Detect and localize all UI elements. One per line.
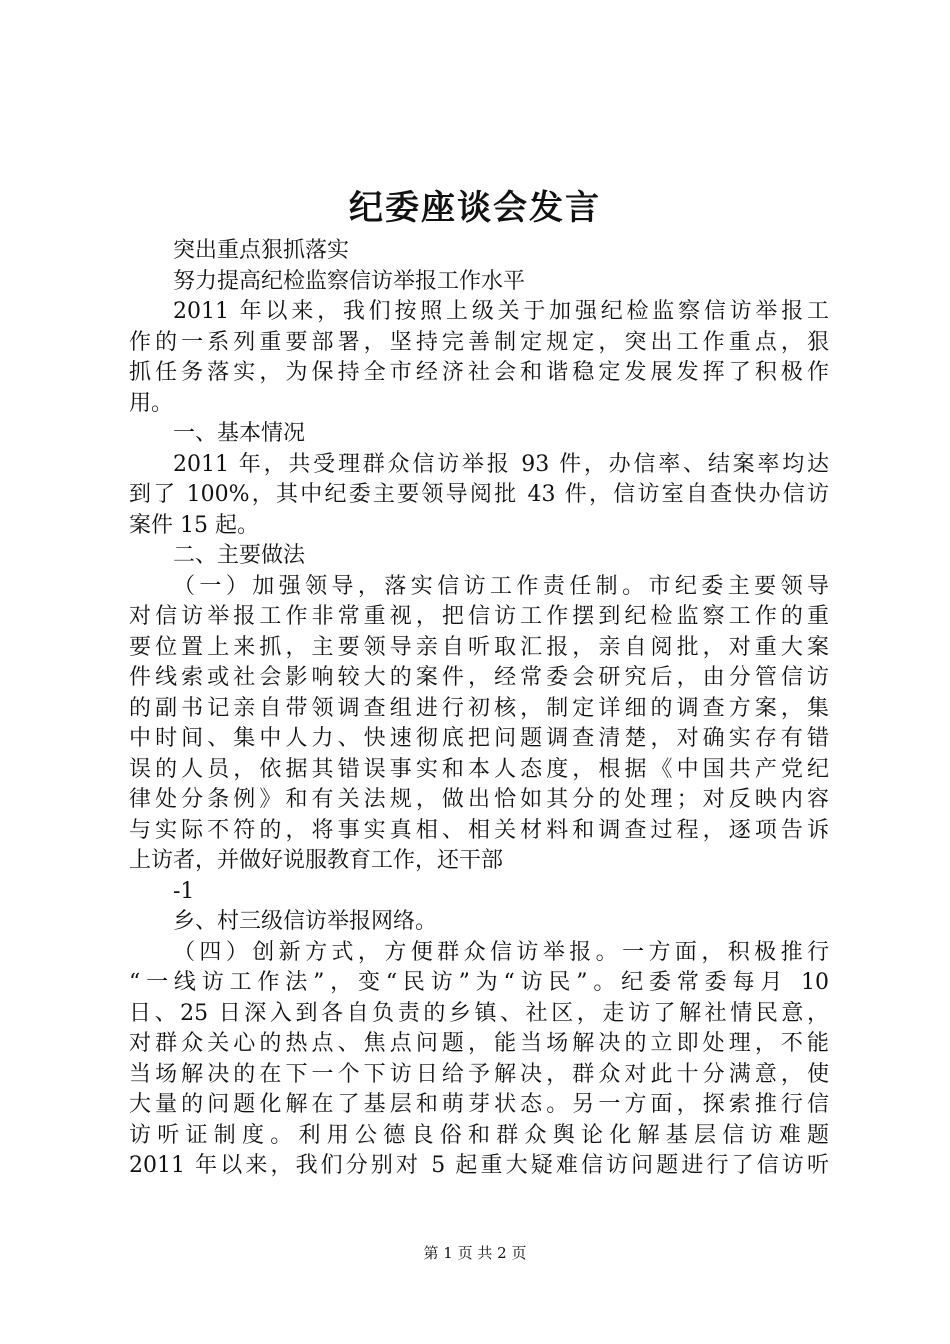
- paragraph-line: 要位置上来抓，主要领导亲自听取汇报，亲自阅批，对重大案: [129, 634, 829, 660]
- paragraph-line: 一、基本情况: [173, 421, 306, 446]
- paragraph-line: 与实际不符的，将事实真相、相关材料和调查过程，逐项告诉: [129, 817, 829, 843]
- paragraph-line: 2011 年以来，我们分别对 5 起重大疑难信访问题进行了信访听: [129, 1153, 829, 1178]
- paragraph-line: 对群众关心的热点、焦点问题，能当场解决的立即处理，不能: [129, 1031, 829, 1056]
- paragraph-line: 误的人员，依据其错误事实和本人态度，根据《中国共产党纪: [129, 756, 829, 782]
- document-body: [129, 236, 829, 1182]
- paragraph-line: 二、主要做法: [173, 543, 306, 568]
- paragraph-line: 抓任务落实，为保持全市经济社会和谐稳定发展发挥了积极作: [129, 360, 829, 385]
- paragraph-line: “一线访工作法”，变“民访”为“访民”。纪委常委每月 10: [129, 970, 829, 995]
- paragraph-line: 中时间、集中人力、快速彻底把问题调查清楚，对确实存有错: [129, 726, 829, 751]
- paragraph-line: （四）创新方式，方便群众信访举报。一方面，积极推行: [173, 939, 829, 965]
- paragraph-line: 乡、村三级信访举报网络。: [173, 909, 438, 934]
- paragraph-line: 到了 100%，其中纪委主要领导阅批 43 件，信访室自查快办信访: [129, 482, 829, 507]
- paragraph-line: （一）加强领导，落实信访工作责任制。市纪委主要领导: [173, 573, 829, 599]
- paragraph-line: -1: [173, 878, 195, 904]
- paragraph-line: 突出重点狠抓落实: [173, 238, 350, 263]
- paragraph-line: 2011 年，共受理群众信访举报 93 件，办信率、结案率均达: [173, 451, 829, 477]
- paragraph-line: 当场解决的在下一个下访日给予解决，群众对此十分满意，使: [129, 1061, 829, 1087]
- paragraph-line: 的副书记亲自带领调查组进行初核，制定详细的调查方案，集: [129, 695, 829, 721]
- paragraph-line: 2011 年以来，我们按照上级关于加强纪检监察信访举报工: [173, 299, 829, 324]
- document-title: 纪委座谈会发言: [349, 188, 601, 228]
- paragraph-line: 对信访举报工作非常重视，把信访工作摆到纪检监察工作的重: [129, 604, 829, 629]
- paragraph-line: 用。: [129, 390, 174, 416]
- paragraph-line: 上访者，并做好说服教育工作，还干部: [129, 848, 504, 873]
- paragraph-line: 访听证制度。利用公德良俗和群众舆论化解基层信访难题: [129, 1122, 829, 1148]
- paragraph-line: 作的一系列重要部署，坚持完善制定规定，突出工作重点，狠: [129, 329, 829, 355]
- paragraph-line: 律处分条例》和有关法规，做出恰如其分的处理；对反映内容: [129, 787, 829, 812]
- paragraph-line: 件线索或社会影响较大的案件，经常委会研究后，由分管信访: [129, 665, 829, 690]
- paragraph-line: 日、25 日深入到各自负责的乡镇、社区，走访了解社情民意，: [129, 1000, 829, 1026]
- paragraph-line: 案件 15 起。: [129, 512, 259, 538]
- paragraph-line: 大量的问题化解在了基层和萌芽状态。另一方面，探索推行信: [129, 1092, 829, 1117]
- paragraph-line: 努力提高纪检监察信访举报工作水平: [173, 268, 526, 294]
- page-footer: 第 1 页 共 2 页: [423, 1244, 527, 1262]
